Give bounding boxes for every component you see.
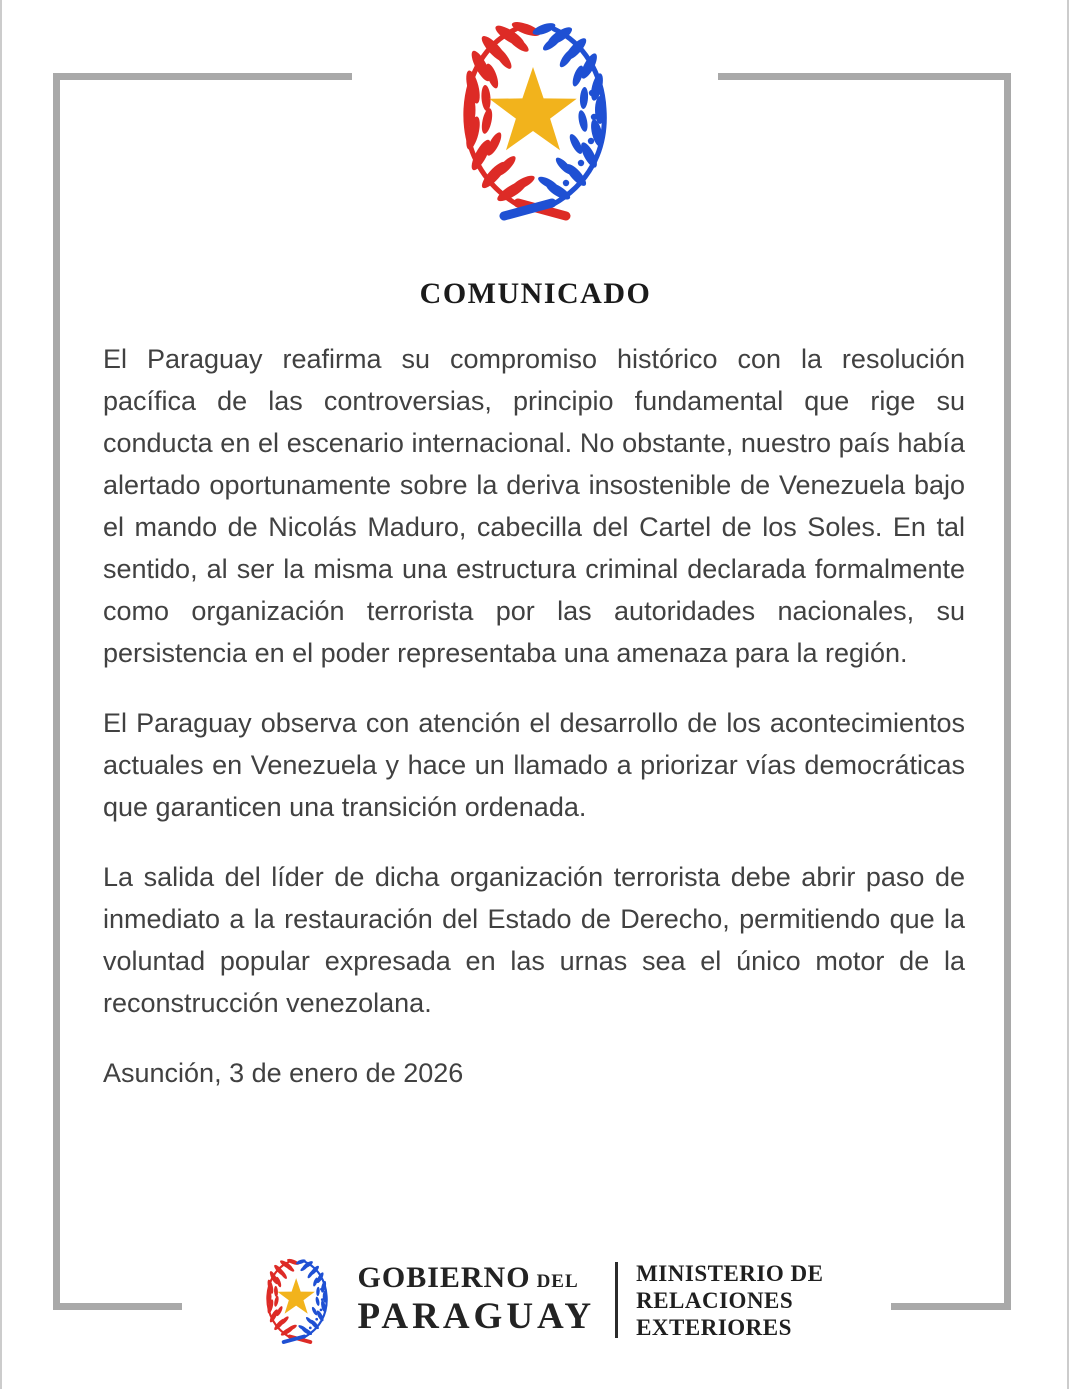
paraguay-emblem-container — [352, 6, 718, 230]
paraguay-word: PARAGUAY — [357, 1296, 596, 1337]
page-title: COMUNICADO — [419, 277, 652, 310]
comunicado-paragraph-1: El Paraguay reafirma su compromiso histórico con la resolución pacífica de las controversias, principio fundamental que rige su conducta en el escenario internacional. No obstante, nuestro país había alertado oportunamente sobre la deriva insostenible de Venezuela bajo el mando de Nicolás Maduro, cabecilla del Cartel de los Soles. En tal sentido, al ser la misma una estructura criminal declarada formalmente como organización terrorista por las autoridades nacionales, su persistencia en el poder representaba una amenaza para la región. — [103, 344, 965, 668]
dateline: Asunción, 3 de enero de 2026 — [103, 1058, 464, 1088]
ministry-line-3: EXTERIORES — [636, 1314, 792, 1340]
del-word: DEL — [536, 1271, 579, 1292]
gobierno-del-paraguay-wordmark — [358, 1263, 596, 1337]
page-left-edge-line — [0, 0, 2, 1389]
gov-logo-emblem-icon — [250, 1255, 344, 1345]
ministry-line-1: MINISTERIO DE — [636, 1260, 824, 1286]
gobierno-del-line — [358, 1263, 596, 1297]
comunicado-paragraph-2: El Paraguay observa con atención el desarrollo de los acontecimientos actuales en Venezuela y hace un llamado a priorizar vías democráticas que garanticen una transición ordenada. — [103, 708, 965, 822]
government-logo — [250, 1255, 824, 1345]
ministry-name — [636, 1260, 823, 1341]
comunicado-paragraph-3: La salida del líder de dicha organización terrorista debe abrir paso de inmediato a la restauración del Estado de Derecho, permitiendo que la voluntad popular expresada en las urnas sea el único motor de la reconstrucción venezolana. — [103, 862, 965, 1018]
ministry-line-2: RELACIONES — [636, 1287, 794, 1313]
comunicado-body — [103, 338, 965, 1094]
gobierno-word: GOBIERNO — [357, 1261, 531, 1294]
page-right-edge-line — [1067, 0, 1069, 1389]
footer-logo-container — [182, 1243, 891, 1357]
footer-divider-line — [615, 1262, 618, 1338]
paraguay-wreath-star-icon — [426, 13, 644, 223]
